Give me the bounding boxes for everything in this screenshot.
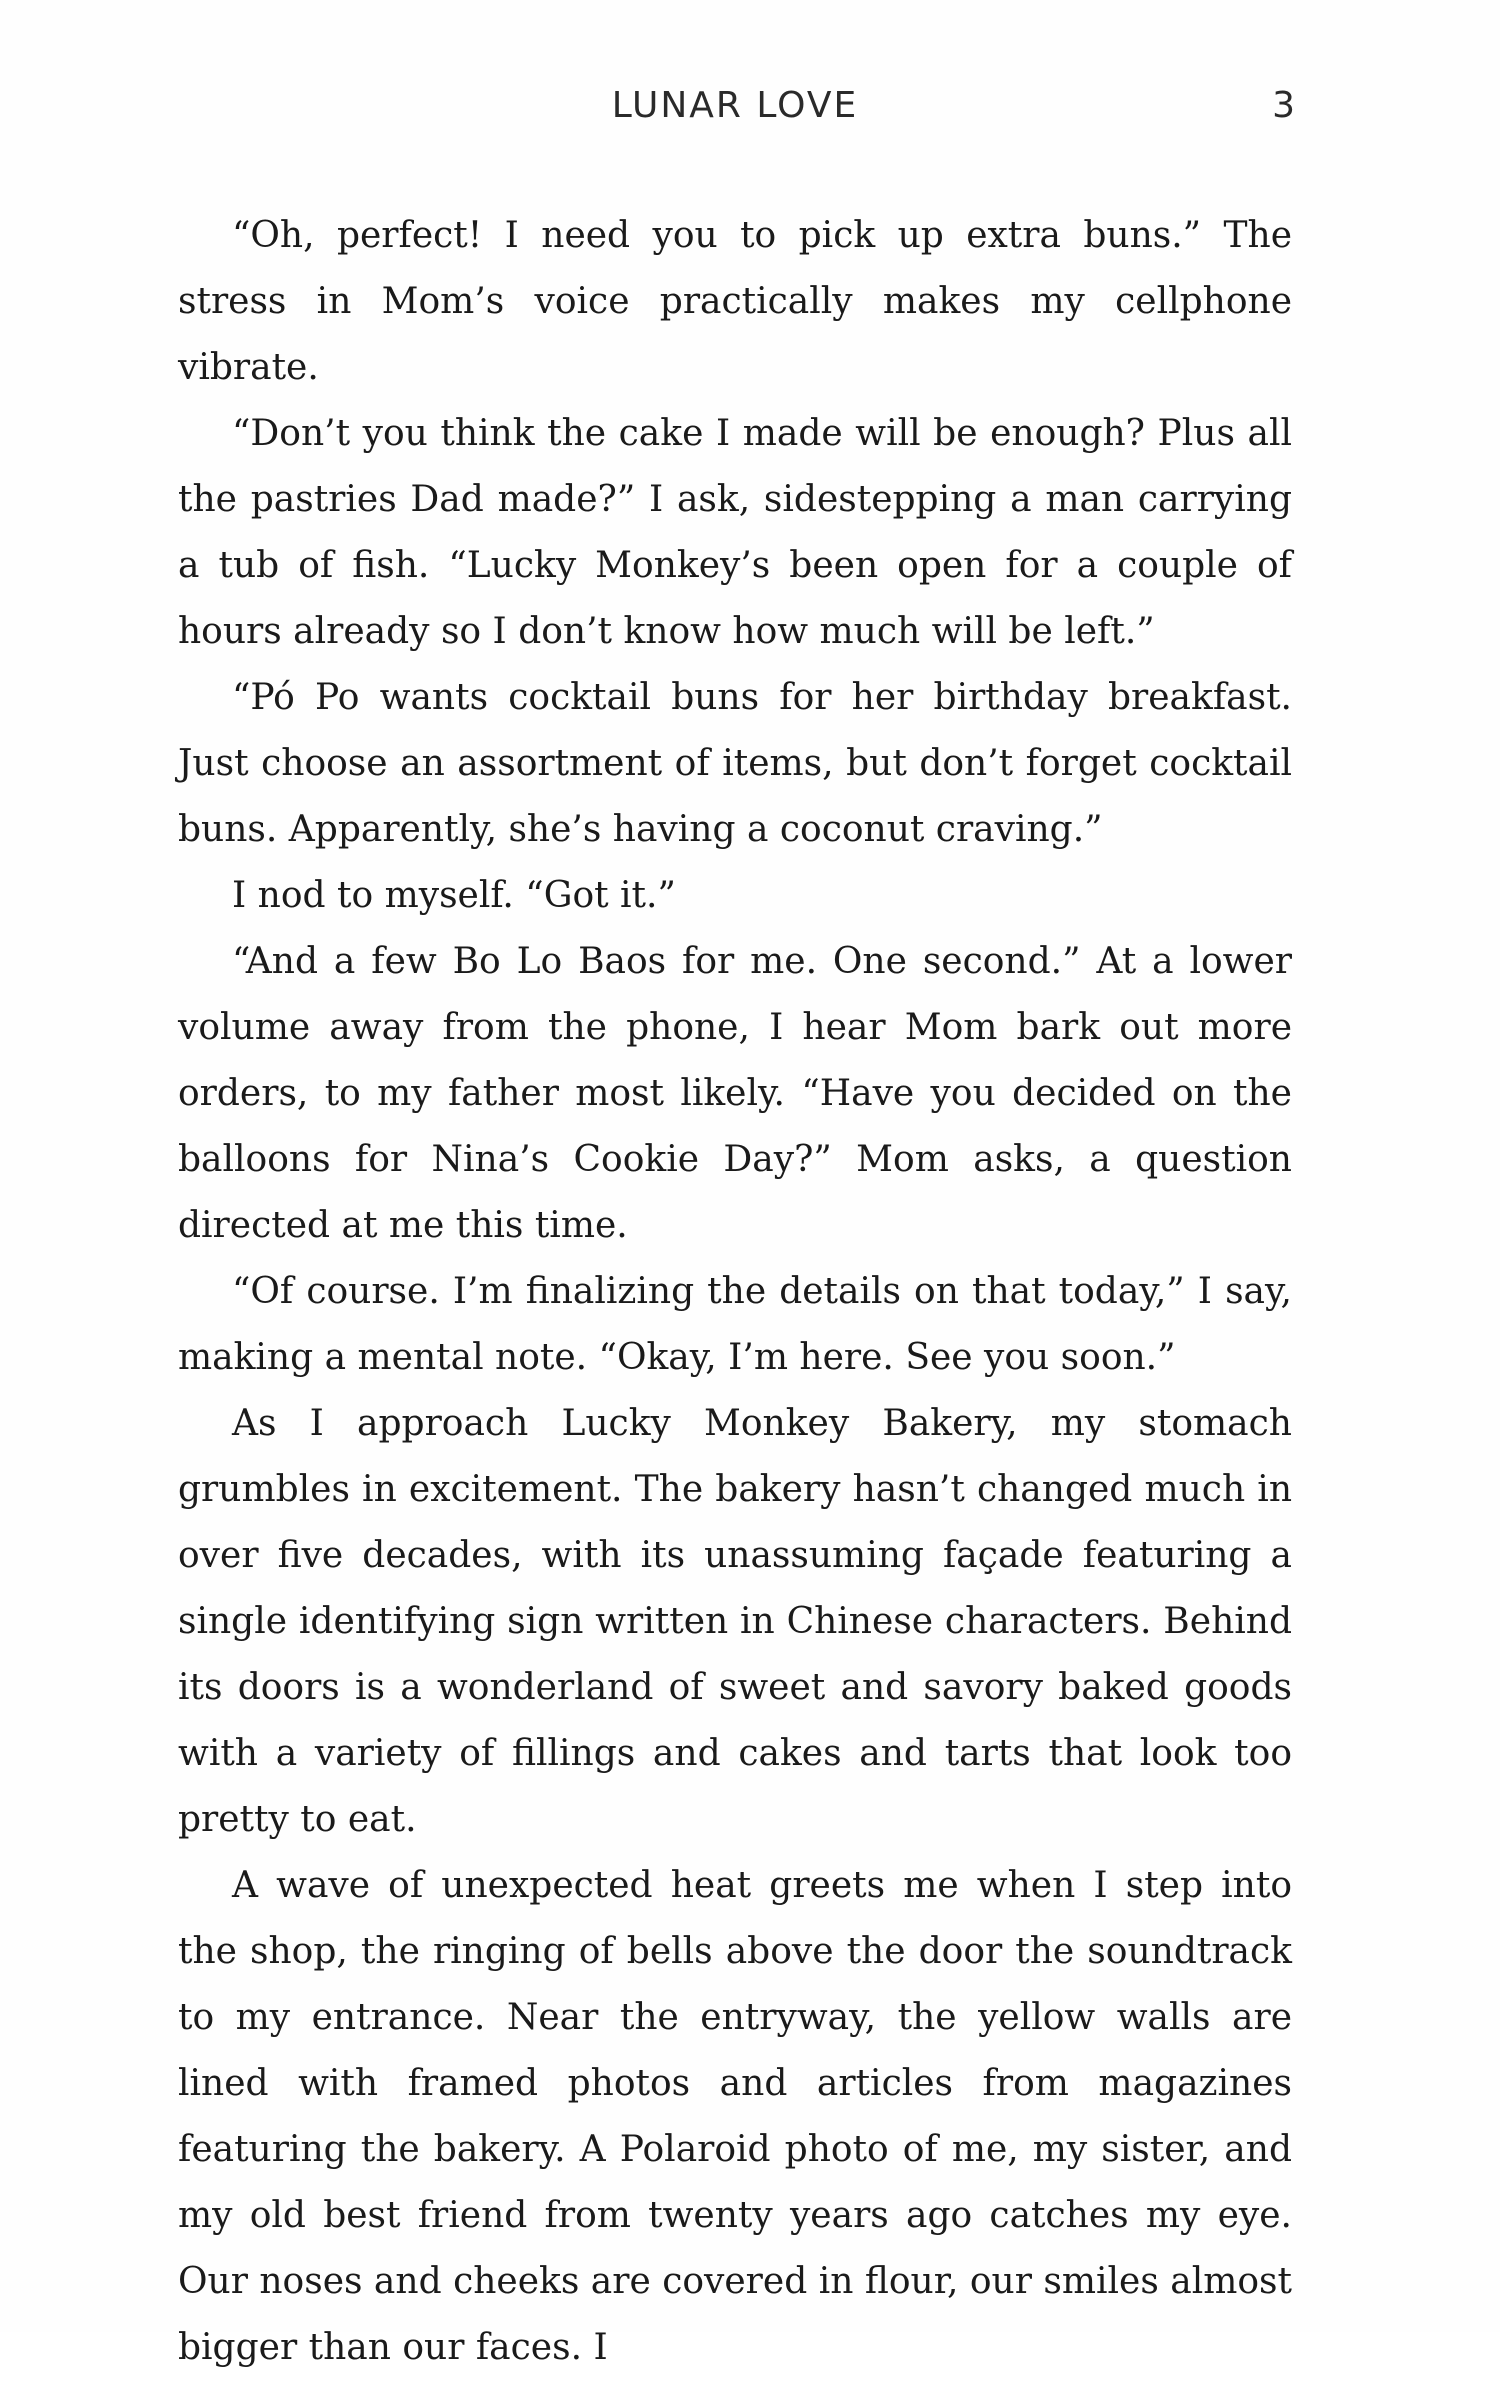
paragraph: A wave of unexpected heat greets me when I step into the shop, the ringing of bells above the door the soundtrack to my entrance. Near the entryway, the yellow walls are lined with framed photos and articles from magazines featuring the bakery. A Polaroid photo of me, my sister, and my old best friend from twenty years ago catches my eye. Our noses and cheeks are covered in flour, our smiles almost bigger than our faces. I [178, 1865, 1292, 2368]
paragraph: “Oh, perfect! I need you to pick up extra buns.” The stress in Mom’s voice practically makes my cellphone vibrate. [178, 215, 1292, 388]
book-title: LUNAR LOVE [611, 85, 859, 126]
page-number: 3 [1272, 85, 1295, 126]
body-text [178, 203, 1292, 2381]
paragraph: “Pó Po wants cocktail buns for her birthday breakfast. Just choose an assortment of items, but don’t forget cocktail buns. Apparently, she’s having a coconut craving.” [178, 677, 1292, 850]
paragraph: “And a few Bo Lo Baos for me. One second.” At a lower volume away from the phone, I hear Mom bark out more orders, to my father most likely. “Have you decided on the balloons for Nina’s Cookie Day?” Mom asks, a question directed at me this time. [178, 941, 1292, 1246]
paragraph: “Of course. I’m finalizing the details on that today,” I say, making a mental note. “Okay, I’m here. See you soon.” [178, 1271, 1292, 1378]
paragraph: I nod to myself. “Got it.” [232, 875, 676, 916]
paragraph: As I approach Lucky Monkey Bakery, my stomach grumbles in excitement. The bakery hasn’t changed much in over five decades, with its unassuming façade featuring a single identifying sign written in Chinese characters. Behind its doors is a wonderland of sweet and savory baked goods with a variety of fillings and cakes and tarts that look too pretty to eat. [178, 1403, 1292, 1840]
paragraph: “Don’t you think the cake I made will be enough? Plus all the pastries Dad made?” I ask, sidestepping a man carrying a tub of fish. “Lucky Monkey’s been open for a couple of hours already so I don’t know how much will be left.” [178, 413, 1292, 652]
running-head [175, 85, 1295, 135]
